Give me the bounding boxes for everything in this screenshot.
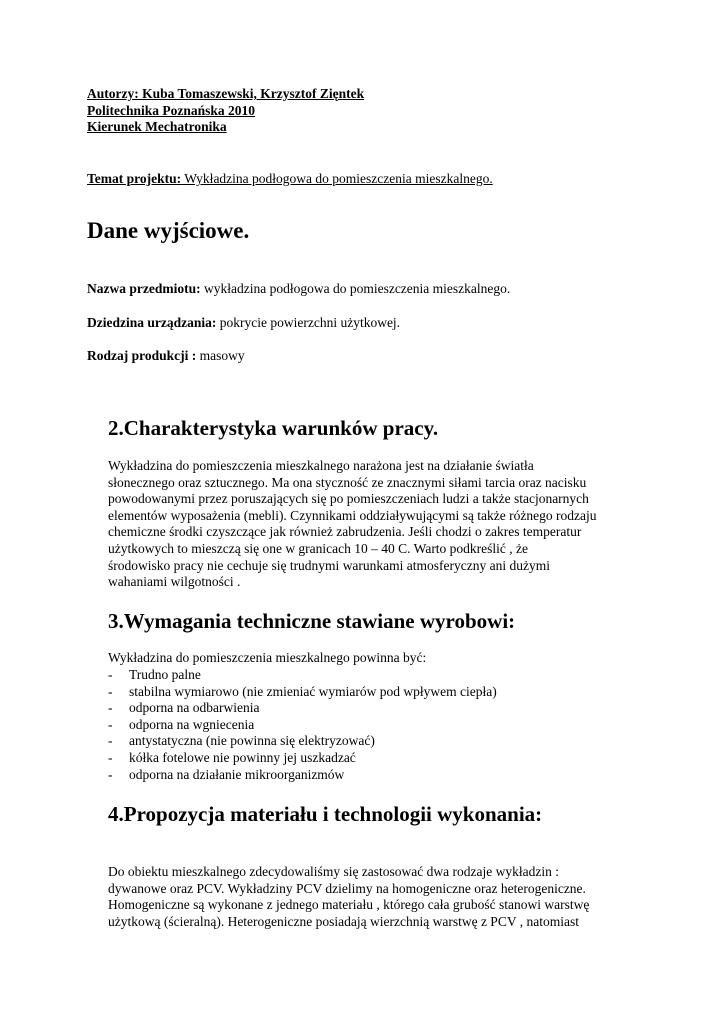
section-3-heading: 3.Wymagania techniczne stawiane wyrobowi: (108, 609, 516, 633)
section-2-heading: 2.Charakterystyka warunków pracy. (108, 416, 439, 440)
list-dash: - (108, 716, 113, 732)
authors-line: Autorzy: Kuba Tomaszewski, Krzysztof Zięntek (87, 86, 365, 101)
list-item-text: Trudno palne (129, 667, 201, 682)
paragraph-line: powodowanymi przez poruszających się po pomieszczeniach ludzi a także stacjonarnych (108, 491, 589, 507)
section-3-intro (108, 650, 648, 667)
list-item (108, 733, 497, 750)
list-dash: - (108, 700, 113, 716)
list-item-text: antystatyczna (nie powinna się elektryzować) (129, 733, 375, 749)
list-dash: - (108, 766, 113, 782)
paragraph-line: użytkowych to mieszczą się one w granicach 10 – 40 C. Warto podkreślić , że (108, 540, 529, 556)
section-4-paragraph (108, 864, 648, 930)
field-label: Nazwa przedmiotu: (87, 281, 201, 296)
field-rodzaj-produkcji (87, 348, 245, 364)
list-dash: - (108, 733, 113, 749)
list-item-text: odporna na wgniecenia (129, 716, 255, 732)
section-2-paragraph (108, 458, 648, 591)
topic-value: Wykładzina podłogowa do pomieszczenia mieszkalnego. (181, 171, 493, 186)
project-topic (87, 171, 493, 187)
field-value: pokrycie powierzchni użytkowej. (216, 315, 401, 330)
list-item-text: kółka fotelowe nie powinny jej uszkadzać (129, 749, 356, 765)
paragraph-line: elementów wyposażenia (mebli). Czynnikami oddziaływującymi są także różnego rodzaju (108, 507, 597, 523)
paragraph-line: Wykładzina do pomieszczenia mieszkalnego narażona jest na działanie światła (108, 458, 534, 473)
field-value: wykładzina podłogowa do pomieszczenia mieszkalnego. (200, 281, 511, 296)
section-4-heading: 4.Propozycja materiału i technologii wykonania: (108, 802, 543, 826)
list-item-text: odporna na działanie mikroorganizmów (129, 766, 345, 782)
requirements-intro: Wykładzina do pomieszczenia mieszkalnego powinna być: (108, 650, 427, 665)
topic-label: Temat projektu: (87, 171, 182, 186)
list-item (108, 667, 497, 684)
major-line: Kierunek Mechatronika (87, 119, 227, 134)
list-item-text: stabilna wymiarowo (nie zmieniać wymiarów pod wpływem ciepła) (129, 683, 497, 699)
requirements-list (108, 667, 497, 783)
list-dash: - (108, 749, 113, 765)
field-value: masowy (196, 348, 245, 363)
list-item (108, 767, 497, 784)
paragraph-line: Homogeniczne są wykonane z jednego materiału , którego cała grubość stanowi warstwę (108, 897, 590, 913)
authors-block (87, 86, 364, 136)
paragraph-line: wahaniami wilgotności . (108, 574, 241, 590)
paragraph-line: chemiczne środki czyszczące jak również zabrudzenia. Jeśli chodzi o zakres temperatur (108, 524, 582, 540)
list-item (108, 700, 497, 717)
list-item-text: odporna na odbarwienia (129, 700, 260, 716)
list-dash: - (108, 683, 113, 699)
paragraph-line: dywanowe oraz PCV. Wykładziny PCV dzielimy na homogeniczne oraz heterogeniczne. (108, 880, 586, 896)
university-line: Politechnika Poznańska 2010 (87, 102, 256, 118)
list-item (108, 717, 497, 734)
list-item (108, 684, 497, 701)
paragraph-line: Do obiektu mieszkalnego zdecydowaliśmy się zastosować dwa rodzaje wykładzin : (108, 864, 559, 879)
paragraph-line: środowisko pracy nie cechuje się trudnymi warunkami atmosferyczny ani dużymi (108, 557, 550, 573)
paragraph-line: słonecznego oraz sztucznego. Ma ona styczność ze znacznymi siłami tarcia oraz nacisku (108, 474, 587, 490)
field-label: Dziedzina urządzania: (87, 315, 217, 330)
list-dash: - (108, 667, 113, 682)
heading-dane-wyjsciowe: Dane wyjściowe. (87, 218, 250, 243)
field-nazwa-przedmiotu (87, 281, 510, 297)
field-label: Rodzaj produkcji : (87, 348, 197, 363)
list-item (108, 750, 497, 767)
field-dziedzina (87, 315, 400, 331)
paragraph-line: użytkową (ścieralną). Heterogeniczne posiadają wierzchnią warstwę z PCV , natomiast (108, 913, 579, 929)
